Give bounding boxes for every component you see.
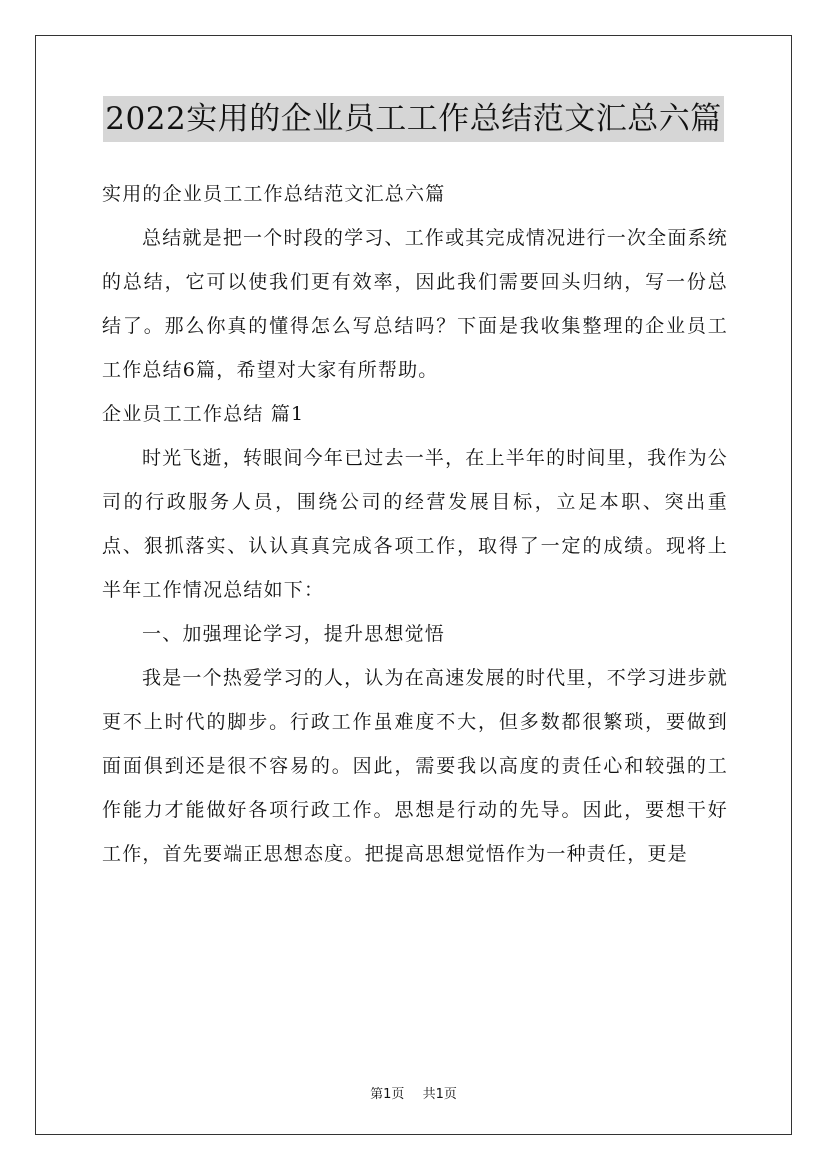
body-paragraph: 时光飞逝，转眼间今年已过去一半，在上半年的时间里，我作为公司的行政服务人员，围绕公司的经营发展目标，立足本职、突出重点、狠抓落实、认认真真完成各项工作，取得了一定的成绩。现将上半年工作情况总结如下： [102,447,728,601]
page-number: 第1页 [370,1087,405,1102]
document-body [102,172,728,876]
title-area [0,96,827,142]
subtitle-paragraph: 实用的企业员工工作总结范文汇总六篇 [102,183,446,205]
body-paragraph: 我是一个热爱学习的人，认为在高速发展的时代里，不学习进步就更不上时代的脚步。行政工作虽难度不大，但多数都很繁琐，要做到面面俱到还是很不容易的。因此，需要我以高度的责任心和较强的工作能力才能做好各项行政工作。思想是行动的先导。因此，要想干好工作，首先要端正思想态度。把提高思想觉悟作为一种责任，更是 [102,667,728,865]
document-title: 2022实用的企业员工工作总结范文汇总六篇 [103,96,723,142]
sub-heading: 一、加强理论学习，提升思想觉悟 [142,623,446,645]
intro-paragraph: 总结就是把一个时段的学习、工作或其完成情况进行一次全面系统的总结，它可以使我们更有效率，因此我们需要回头归纳，写一份总结了。那么你真的懂得怎么写总结吗？下面是我收集整理的企业员工工作总结6篇，希望对大家有所帮助。 [102,227,728,381]
page-footer [0,1083,827,1102]
total-pages: 共1页 [422,1087,457,1102]
section-heading: 企业员工工作总结 篇1 [102,403,305,425]
